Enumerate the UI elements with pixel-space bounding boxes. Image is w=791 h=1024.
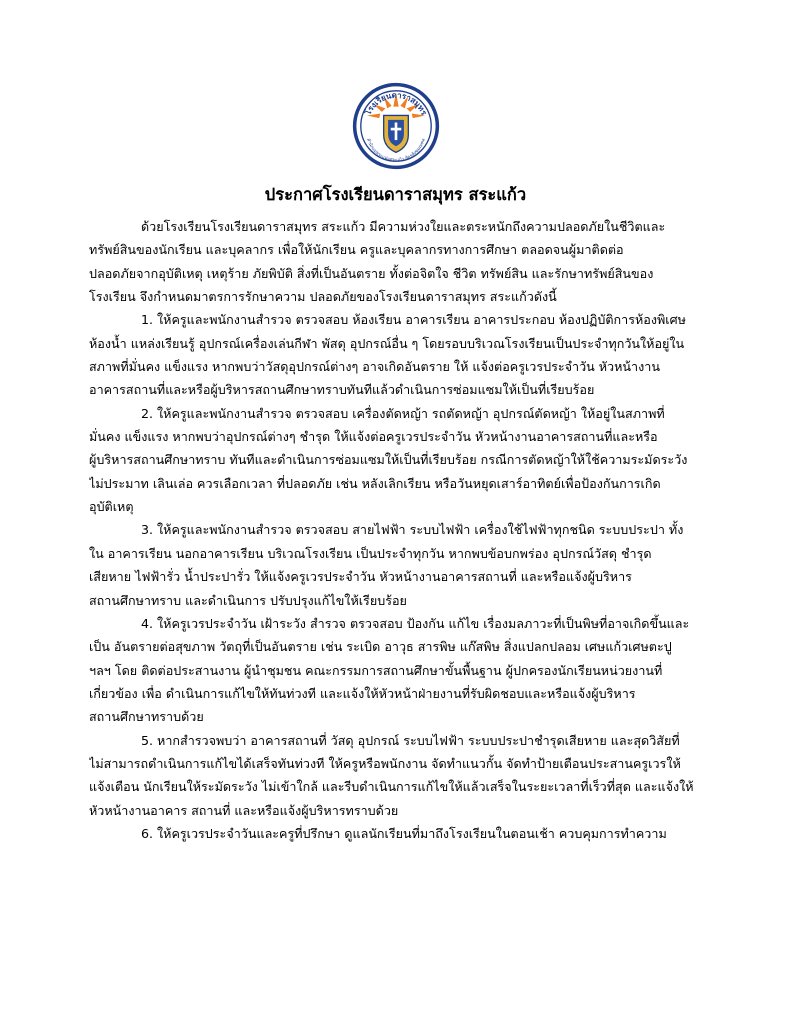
- paragraph-line: ไม่ประมาท เลินเล่อ ควรเลือกเวลา ที่ปลอดภัย เช่น หลังเลิกเรียน หรือวันหยุดเสาร์อาทิตย์เพื่อป้องกันการเกิด: [89, 475, 661, 491]
- school-logo: [352, 80, 440, 172]
- document-title: ประกาศโรงเรียนดาราสมุทร สระแก้ว: [264, 185, 527, 204]
- document-body: [89, 215, 709, 845]
- paragraph-line: สถานศึกษาทราบ และดำเนินการ ปรับปรุงแก้ไขให้เรียบร้อย: [89, 592, 407, 608]
- paragraph-line: สถานศึกษาทราบด้วย: [89, 709, 204, 725]
- intro-paragraph: [89, 215, 709, 308]
- logo-arc-bottom-text: สำนักแม่พระแห่งสระแก้ว อัครสังฆมณฑล: [365, 137, 427, 164]
- paragraph-line: 5. หากสำรวจพบว่า อาคารสถานที่ วัสดุ อุปกรณ์ ระบบไฟฟ้า ระบบประปาชำรุดเสียหาย และสุดวิสัยที่: [141, 732, 680, 748]
- paragraph-line: 6. ให้ครูเวรประจำวันและครูที่ปรึกษา ดูแลนักเรียนที่มาถึงโรงเรียนในตอนเช้า ควบคุมการทำความ: [141, 825, 667, 841]
- paragraph-line: 2. ให้ครูและพนักงานสำรวจ ตรวจสอบ เครื่องตัดหญ้า รถตัดหญ้า อุปกรณ์ตัดหญ้า ให้อยู่ในสภาพที่: [141, 405, 665, 421]
- paragraph-line: เกี่ยวข้อง เพื่อ ดำเนินการแก้ไขให้ทันท่วงที และแจ้งให้หัวหน้าฝ่ายงานที่รับผิดชอบและหรือแจ้งผู้บริหาร: [89, 685, 636, 701]
- measure-item-6: [89, 822, 709, 845]
- paragraph-line: อุบัติเหตุ: [89, 499, 134, 515]
- measure-item-1: [89, 308, 709, 401]
- paragraph-line: เป็น อันตรายต่อสุขภาพ วัตถุที่เป็นอันตราย เช่น ระเบิด อาวุธ สารพิษ แก๊สพิษ สิ่งแปลกปลอม เศษแก้วเศษตะปู: [89, 639, 672, 655]
- paragraph-line: ผู้บริหารสถานศึกษาทราบ ทันทีและดำเนินการซ่อมแซมให้เป็นที่เรียบร้อย กรณีการตัดหญ้าให้ใช้ความระมัดระวัง: [89, 452, 688, 468]
- paragraph-line: 1. ให้ครูและพนักงานสำรวจ ตรวจสอบ ห้องเรียน อาคารเรียน อาคารประกอบ ห้องปฏิบัติการห้องพิเศษ: [141, 312, 686, 328]
- paragraph-line: ทรัพย์สินของนักเรียน และบุคลากร เพื่อให้นักเรียน ครูและบุคลากรทางการศึกษา ตลอดจนผู้มาติดต่อ: [89, 242, 624, 258]
- paragraph-line: ฯลฯ โดย ติดต่อประสานงาน ผู้นำชุมชน คณะกรรมการสถานศึกษาขั้นพื้นฐาน ผู้ปกครองนักเรียนหน่วยงานที่: [89, 662, 663, 678]
- paragraph-line: แจ้งเตือน นักเรียนให้ระมัดระวัง ไม่เข้าใกล้ และรีบดำเนินการแก้ไขให้แล้วเสร็จในระยะเวลาที่เร็วที่สุด และแจ้งให้: [89, 779, 694, 795]
- shield-icon: [384, 115, 409, 152]
- measure-item-4: [89, 612, 709, 729]
- paragraph-line: สภาพที่มั่นคง แข็งแรง หากพบว่าวัสดุอุปกรณ์ต่างๆ อาจเกิดอันตราย ให้ แจ้งต่อครูเวรประจำวัน หัวหน้างาน: [89, 359, 660, 375]
- paragraph-line: ด้วยโรงเรียนโรงเรียนดาราสมุทร สระแก้ว มีความห่วงใยและตระหนักถึงความปลอดภัยในชีวิตและ: [141, 219, 666, 234]
- measure-item-3: [89, 518, 709, 611]
- paragraph-line: มั่นคง แข็งแรง หากพบว่าอุปกรณ์ต่างๆ ชำรุด ให้แจ้งต่อครูเวรประจำวัน หัวหน้างานอาคารสถานที่และหรือ: [89, 429, 658, 445]
- paragraph-line: 3. ให้ครูและพนักงานสำรวจ ตรวจสอบ สายไฟฟ้า ระบบไฟฟ้า เครื่องใช้ไฟฟ้าทุกชนิด ระบบประปา ทั้ง: [141, 522, 684, 538]
- paragraph-line: ห้องน้ำ แหล่งเรียนรู้ อุปกรณ์เครื่องเล่นกีฬา พัสดุ อุปกรณ์อื่น ๆ โดยรอบบริเวณโรงเรียนเป็นประจำทุกวันให้อยู่ใน: [89, 335, 685, 351]
- paragraph-line: ปลอดภัยจากอุบัติเหตุ เหตุร้าย ภัยพิบัติ สิ่งที่เป็นอันตราย ทั้งต่อจิตใจ ชีวิต ทรัพย์สิน และรักษาทรัพย์สินของ: [89, 265, 654, 281]
- paragraph-line: โรงเรียน จึงกำหนดมาตรการรักษาความ ปลอดภัยของโรงเรียนดาราสมุทร สระแก้วดังนี้: [89, 289, 557, 305]
- logo-arc-top-text: โรงเรียนดาราสมุทร: [363, 90, 429, 117]
- measure-item-2: [89, 402, 709, 519]
- paragraph-line: ใน อาคารเรียน นอกอาคารเรียน บริเวณโรงเรียน เป็นประจำทุกวัน หากพบข้อบกพร่อง อุปกรณ์วัสดุ ชำรุด: [89, 545, 652, 561]
- paragraph-line: ไม่สามารถดำเนินการแก้ไขได้เสร็จทันท่วงที ให้ครูหรือพนักงาน จัดทำแนวกั้น จัดทำป้ายเตือนประสานครูเวรให้: [89, 755, 681, 771]
- measure-item-5: [89, 729, 709, 822]
- paragraph-line: อาคารสถานที่และหรือผู้บริหารสถานศึกษาทราบทันทีแล้วดำเนินการซ่อมแซมให้เป็นที่เรียบร้อย: [89, 382, 595, 398]
- paragraph-line: หัวหน้างานอาคาร สถานที่ และหรือแจ้งผู้บริหารทราบด้วย: [89, 802, 399, 818]
- paragraph-line: เสียหาย ไฟฟ้ารั่ว น้ำประปารั่ว ให้แจ้งครูเวรประจำวัน หัวหน้างานอาคารสถานที่ และหรือแจ้งผู้บริหาร: [89, 569, 632, 585]
- paragraph-line: 4. ให้ครูเวรประจำวัน เฝ้าระวัง สำรวจ ตรวจสอบ ป้องกัน แก้ไข เรื่องมลภาวะที่เป็นพิษที่อาจเกิดขึ้นและ: [141, 615, 690, 631]
